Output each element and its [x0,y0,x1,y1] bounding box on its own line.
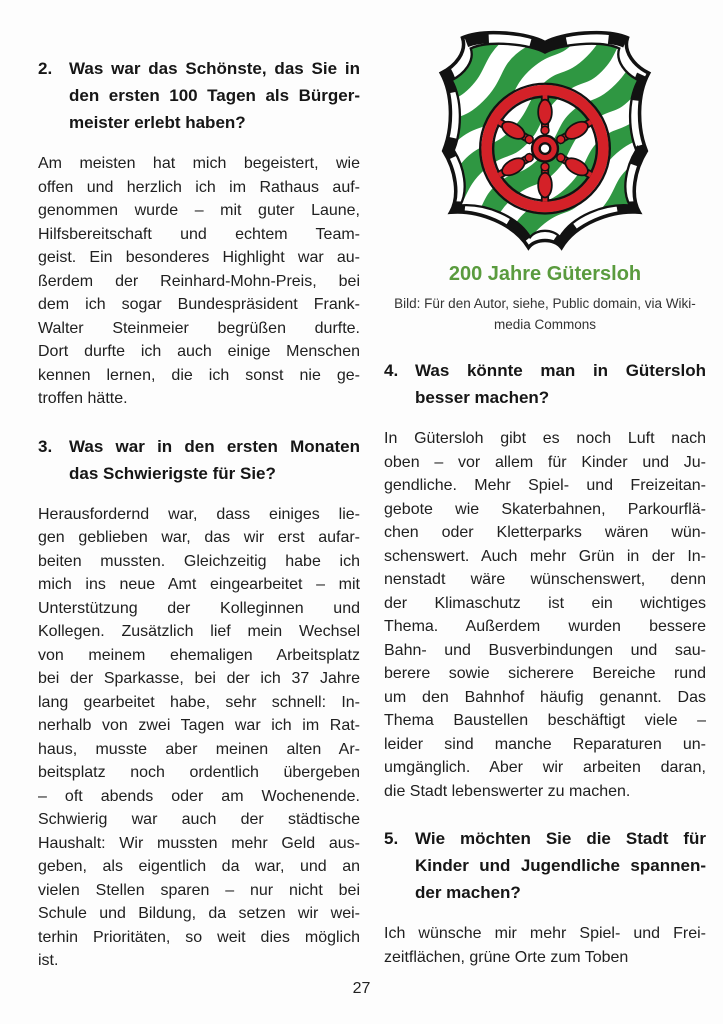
interview-question [38,433,360,487]
question-text [69,433,360,487]
image-attribution-line: media Commons [493,317,597,332]
body-line: nerhalb von zwei Tagen war ich im Rat- [38,717,360,734]
body-line: Hilfsbereitschaft und echtem Team- [38,225,360,243]
question-text [415,357,706,411]
body-line: genommen wurde – mit guter Laune, [38,202,360,219]
body-line: Schwierig war auch der städtische [38,811,360,828]
body-line: Kollegen. Zusätzlich lief mein Wechsel [38,623,360,640]
body-line: Dort durfte ich auch einige Menschen [38,343,360,360]
question-line: Was war das Schönste, das Sie in [69,59,360,78]
body-line: gebote wie Skaterbahnen, Parkourflä- [384,500,706,518]
body-line: Ich wünsche mir mehr Spiel- und Frei- [384,925,706,942]
body-line: troffen hätte. [38,390,128,407]
question-number: 5. [384,829,399,848]
body-line: ist. [38,952,59,969]
page-number: 27 [352,980,371,997]
body-line: gen geblieben war, das wir erst aufar- [38,529,360,546]
body-line: gendliche. Mehr Spiel- und Freizeitan- [384,477,706,494]
body-line: In Gütersloh gibt es noch Luft nach [384,430,706,447]
question-line: meister erlebt haben? [69,113,246,132]
body-line: zeitflächen, grüne Orte zum Toben [384,948,629,966]
answer-paragraph [38,152,360,411]
question-line: der machen? [415,883,521,902]
question-number: 4. [384,361,399,380]
interview-question [384,357,706,411]
body-line: ßerdem der Reinhard-Mohn-Preis, bei [38,272,360,290]
body-line: berere sowie sicherere Bereiche rund [384,665,706,682]
body-line: Am meisten hat mich begeistert, wie [38,155,360,172]
body-line: die Stadt lebenswerter zu machen. [384,782,631,800]
question-number: 2. [38,59,53,78]
question-line: den ersten 100 Tagen als Bürger- [69,86,360,105]
body-line: Walter Steinmeier begrüßen durfte. [38,319,360,337]
left-text-column [38,0,360,973]
question-line: Was könnte man in Gütersloh [415,361,706,380]
body-line: um den Bahnhof häufig genannt. Das [384,688,706,706]
answer-paragraph [384,922,706,969]
question-line: Wie möchten Sie die Stadt für [415,829,706,848]
right-text-column [384,0,706,969]
figure-caption: 200 Jahre Gütersloh [448,263,642,285]
body-line: – oft abends oder am Wochenende. [38,787,360,805]
image-attribution [384,293,706,335]
body-line: geist. Ein besonderes Highlight war au- [38,249,360,266]
body-line: umgänglich. Aber wir arbeiten daran, [384,759,706,776]
body-line: oben – vor allem für Kinder und Ju- [384,453,706,471]
interview-question [384,825,706,906]
image-attribution-line: Bild: Für den Autor, siehe, Public domain, via Wiki- [394,296,696,311]
body-line: terhin Prioritäten, so weit dies möglich [38,928,360,946]
body-line: nenstadt wäre wünschenswert, denn [384,571,706,588]
question-number: 3. [38,436,53,456]
body-line: beitsplatz noch ordentlich übergeben [38,764,360,781]
question-line: das Schwierigste für Sie? [69,463,276,483]
question-text [69,55,360,136]
question-line: Was war in den ersten Monaten [69,436,360,456]
guetersloh-coat-of-arms-image [427,26,663,257]
body-line: Haushalt: Wir mussten mehr Geld aus- [38,834,360,852]
answer-paragraph [38,503,360,973]
body-line: leider sind manche Reparaturen un- [384,735,706,753]
body-line: chen oder Kletterparks wären wün- [384,524,706,541]
body-line: beiten mussten. Gleichzeitig habe ich [38,552,360,570]
body-line: bei der Sparkasse, bei der ich 37 Jahre [38,670,360,687]
question-text [415,825,706,906]
body-line: schenswert. Auch mehr Grün in der In- [384,547,706,565]
body-line: geben, als eigentlich da war, und an [38,858,360,875]
body-line: von meinem ehemaligen Arbeitsplatz [38,646,360,664]
body-line: vielen Stellen sparen – nur nicht bei [38,881,360,899]
question-line: Kinder und Jugendliche spannen- [415,856,706,875]
answer-paragraph [384,427,706,803]
body-line: Thema. Außerdem wurden bessere [384,618,706,635]
body-line: offen und herzlich ich im Rathaus auf- [38,178,360,196]
interview-question [38,55,360,136]
body-line: haus, musste aber meinen alten Ar- [38,740,360,758]
figure [384,26,706,335]
body-line: Thema Baustellen beschäftigt viele – [384,712,706,729]
body-line: dem ich sogar Bundespräsident Frank- [38,296,360,313]
body-line: Schule und Bildung, da setzen wir wei- [38,905,360,922]
body-line: der Klimaschutz ist ein wichtiges [384,594,706,612]
body-line: Herausfordernd war, dass einiges lie- [38,505,360,523]
question-line: besser machen? [415,388,550,407]
body-line: Unterstützung der Kolleginnen und [38,599,360,617]
body-line: mich ins neue Amt eingearbeitet – mit [38,576,360,593]
body-line: Bahn- und Busverbindungen und sau- [384,641,706,659]
body-line: kennen lernen, die ich sonst nie ge- [38,366,360,384]
body-line: lang gearbeitet habe, sehr schnell: In- [38,693,360,711]
